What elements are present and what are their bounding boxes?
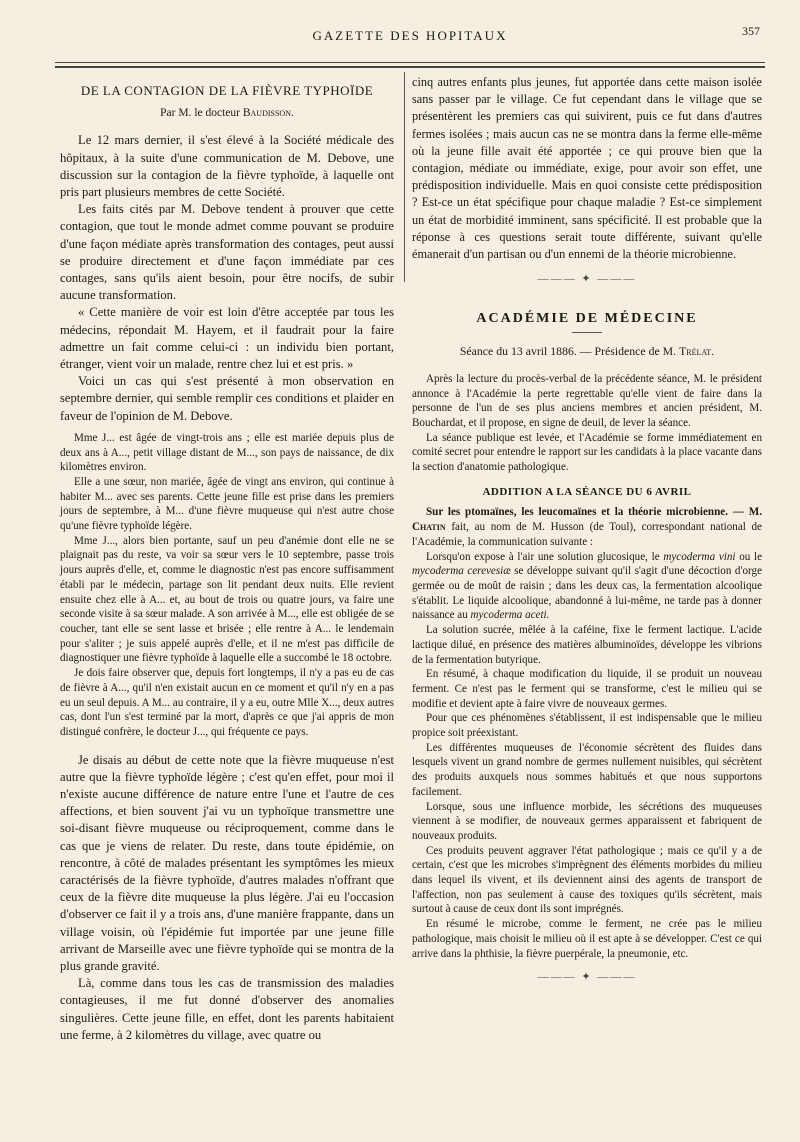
- article-title: DE LA CONTAGION DE LA FIÈVRE TYPHOÏDE: [80, 83, 374, 98]
- paragraph: Ces produits peuvent aggraver l'état pathologique ; mais ce qu'il y a de certain, c'est que les microbes s'imprègnent des éléments morbides du milieu dans lequel ils vivent, et ils deviennent ainsi des agents de transport de l'affection, non pas seulement à cause des toxiques qu'ils sécrètent, mais surtout à cause de ceux dont ils sont imprégnés.: [412, 844, 762, 916]
- paragraph: Là, comme dans tous les cas de transmission des maladies contagieuses, il me fut donné d'observer des anomalies singulières. Cette jeune fille, en effet, dont les parents habitaient une ferme, à 2 kilomètres du village, avec quatre ou: [60, 976, 394, 1042]
- text-run: ou le: [739, 550, 762, 563]
- page-header: [60, 24, 760, 48]
- page-number: 357: [742, 24, 760, 38]
- observation-paragraph: Elle a une sœur, non mariée, âgée de vingt ans environ, qui continue à habiter M... avec ses parents. Cette jeune fille est prise dans les premiers jours de septembre, à M... d'une fièvre muqueuse qui n'est autre chose qu'une fièvre typhoïde légère.: [60, 475, 394, 533]
- column-divider: [404, 72, 405, 282]
- case-observation: [60, 431, 394, 740]
- header-rule-thick: [55, 66, 765, 68]
- paragraph: Pour que ces phénomènes s'établissent, il est indispensable que le milieu propice soit préexistant.: [412, 712, 762, 740]
- paragraph: Les faits cités par M. Debove tendent à prouver que cette contagion, que tout le monde admet comme pouvant se produire d'une façon médiate après transformation des contages, peut aussi se produire directement et d'une façon immédiate par ces contages, sans qu'ils aient besoin, pour être nocifs, de subir aucune transformation.: [60, 202, 394, 303]
- paragraph: Le 12 mars dernier, il s'est élevé à la Société médicale des hôpitaux, à la suite d'une communication de M. Debove, une discussion sur la contagion de la fièvre typhoïde, à laquelle ont pris part plusieurs membres de cette Société.: [60, 133, 394, 200]
- session-date: Séance du 13 avril 1886. — Présidence de M.: [459, 343, 677, 358]
- left-column: [60, 74, 394, 1142]
- paragraph: Lorsque, sous une influence morbide, les sécrétions des muqueuses viennent à se modifier, de nouveaux germes apparaissent et fabriquent de nouveaux produits.: [412, 800, 762, 842]
- species-name: mycoderma vini: [663, 550, 736, 563]
- species-name: mycoderma cerevesiæ: [412, 565, 511, 578]
- continued-paragraph: cinq autres enfants plus jeunes, fut apportée dans cette maison isolée sans passer par le village. Ce fut cependant dans le village que se présentèrent les premiers cas qui suivirent, puis ce fut dans d'autres fermes isolées ; mais aucun cas ne se montra dans la ferme elle-même où la jeune fille avait été apportée ; ce qui prouve bien que la contagion, médiate ou immédiate, exige, pour avoir son effet, une prédisposition individuelle. Mais en quoi consiste cette prédisposition ? Est-ce un état spécifique pour chaque maladie ? Est-ce simplement un état de morbidité imminent, sans spécificité. Il est probable que la réponse à ces questions serait toute différente, suivant qu'elle émanerait d'un partisan ou d'un ennemi de la théorie microbienne.: [412, 75, 762, 262]
- spacer: [60, 740, 394, 752]
- ornament-divider: ——— ✦ ———: [537, 273, 637, 286]
- communication-lead: fait, au nom de M. Husson (de Toul), correspondant national de l'Académie, la communication suivante :: [412, 521, 762, 548]
- byline-prefix: Par M. le docteur: [160, 107, 240, 120]
- paragraph: « Cette manière de voir est loin d'être acceptée par tous les médecins, répondait M. Hayem, et il faudrait pour la faire admettre un fait comme celui-ci : un individu bien portant, étranger, vient voir un malade, rentre chez lui et est pris. »: [60, 305, 394, 372]
- text-run: Lorsqu'on expose à l'air une solution glucosique, le: [426, 550, 660, 563]
- paragraph: [412, 550, 762, 624]
- paragraph: Après la lecture du procès-verbal de la précédente séance, M. le président annonce à l'Académie la perte regrettable qu'elle vient de faire dans la personne de l'un de ses plus anciens membres et ancien président, M. Bouchardat, et il propose, en signe de deuil, de lever la séance.: [412, 372, 762, 429]
- communication-author: — M. Chatin: [412, 506, 762, 534]
- session-line: [412, 343, 762, 360]
- paragraph: La séance publique est levée, et l'Académie se forme immédiatement en comité secret pour entendre le rapport sur les candidats à la place vacante dans la section d'anatomie pathologique.: [412, 431, 762, 474]
- paragraph: Voici un cas qui s'est présenté à mon observation en septembre dernier, qui semble remplir ces conditions et plaider en faveur de l'opinion de M. Debove.: [60, 374, 394, 423]
- section-title: ACADÉMIE DE MÉDECINE: [476, 311, 698, 327]
- observation-paragraph: Je dois faire observer que, depuis fort longtemps, il n'y a pas eu de cas de fièvre à A..., qu'il n'en existait aucun en ce moment et qu'il n'y en a pas eu un seul depuis. A M... au contraire, il y a eu, outre Mlle X..., deux autres cas, dont l'un s'est terminé par la mort, d'après ce que j'ai appris de mon distingué confrère, le docteur J..., qui fréquente ce pays.: [60, 667, 394, 738]
- running-title: GAZETTE DES HOPITAUX: [312, 28, 508, 43]
- communication-title: Sur les ptomaïnes, les leucomaïnes et la théorie microbienne.: [426, 506, 728, 519]
- right-column: [412, 74, 762, 1142]
- byline-author: Baudisson.: [242, 107, 294, 120]
- observation-paragraph: Mme J..., alors bien portante, sauf un peu d'anémie dont elle ne se plaignait pas du reste, va voir sa sœur vers le 10 septembre, passe trois jours auprès d'elle, et, comme le diagnostic n'est pas encore suffisamment établi par le médecin, partage son lit pendant deux nuits. Elle revient ensuite chez elle à A... et, au bout de trois ou quatre jours, va faire une seconde visite à sa sœur malade. A son arrivée à M..., elle est obligée de se coucher, tant elle se sent lasse et brisée ; elle rentre à A... le lendemain pour s'aliter ; je suis appelé auprès d'elle, et il ne m'est pas difficile de diagnostiquer une fièvre typhoïde à laquelle elle a succombé le 18 octobre.: [60, 534, 394, 665]
- session-report: [412, 372, 762, 961]
- article-byline: [60, 105, 394, 122]
- paragraph: Je disais au début de cette note que la fièvre muqueuse n'est autre que la fièvre typhoïde légère ; c'est qu'en effet, pour moi il n'existe aucune différence de nature entre l'une et l'autre de ces affections, et bien souvent j'ai vu un typhoïque transmettre une soi-disant fièvre muqueuse ou réciproquement, comme dans le cas que je viens de relater. Du reste, dans toute épidémie, on rencontre, à côté de malades présentant les symptômes les mieux caractérisés de la fièvre typhoïde, d'autres malades n'offrant que ceux de la fièvre dite muqueuse la plus légère. J'ai eu l'occasion d'observer ce fait il y a trois ans, d'une manière frappante, dans un village voisin, où l'épidémie fut importée par une jeune fille arrivant de Marseille avec une fièvre typhoïde qui se montra de la plus grande gravité.: [60, 752, 394, 974]
- paragraph: La solution sucrée, mêlée à la caféine, fixe le ferment lactique. L'acide lactique dilué, en présence des matières albuminoïdes, développe les vibrions de la fermentation butyrique.: [412, 624, 762, 666]
- header-rule-thin: [55, 62, 765, 63]
- ornament-divider: ——— ✦ ———: [537, 971, 637, 984]
- session-president: Trélat.: [679, 343, 715, 358]
- paragraph: En résumé, à chaque modification du liquide, il se produit un nouveau ferment. Ce n'est pas le ferment qui se transforme, c'est le milieu qui se modifie et devient apte à faire vivre de nouveaux germes.: [412, 668, 762, 710]
- short-rule: [572, 332, 602, 333]
- text-run: se développe suivant qu'il s'agit d'une décoction d'orge germée ou de moût de raisin ; dans les deux cas, la fermentation alcoolique s'établit. Le liquide alcoolique, abandonné à lui-même, ne tarde pas à donner naissance au: [412, 565, 762, 622]
- paragraph: En résumé le microbe, comme le ferment, ne crée pas le milieu pathologique, mais choisit le milieu où il est apte à se développer. C'est ce qui arrive dans la phthisie, la fièvre puerpérale, la pneumonie, etc.: [412, 918, 762, 960]
- communication-intro: [412, 505, 762, 549]
- paragraph: Les différentes muqueuses de l'économie sécrètent des fluides dans lesquels vivent un grand nombre de germes nullement nuisibles, qui sécrètent des produits auxquels nous sommes habitués et que nous supportons facilement.: [412, 741, 762, 798]
- observation-paragraph: Mme J... est âgée de vingt-trois ans ; elle est mariée depuis plus de deux ans à A..., petit village distant de M..., son pays de naissance, de dix kilomètres environ.: [60, 431, 394, 474]
- subsection-title: ADDITION A LA SÉANCE DU 6 AVRIL: [482, 485, 692, 498]
- species-name: mycoderma aceti.: [470, 609, 550, 622]
